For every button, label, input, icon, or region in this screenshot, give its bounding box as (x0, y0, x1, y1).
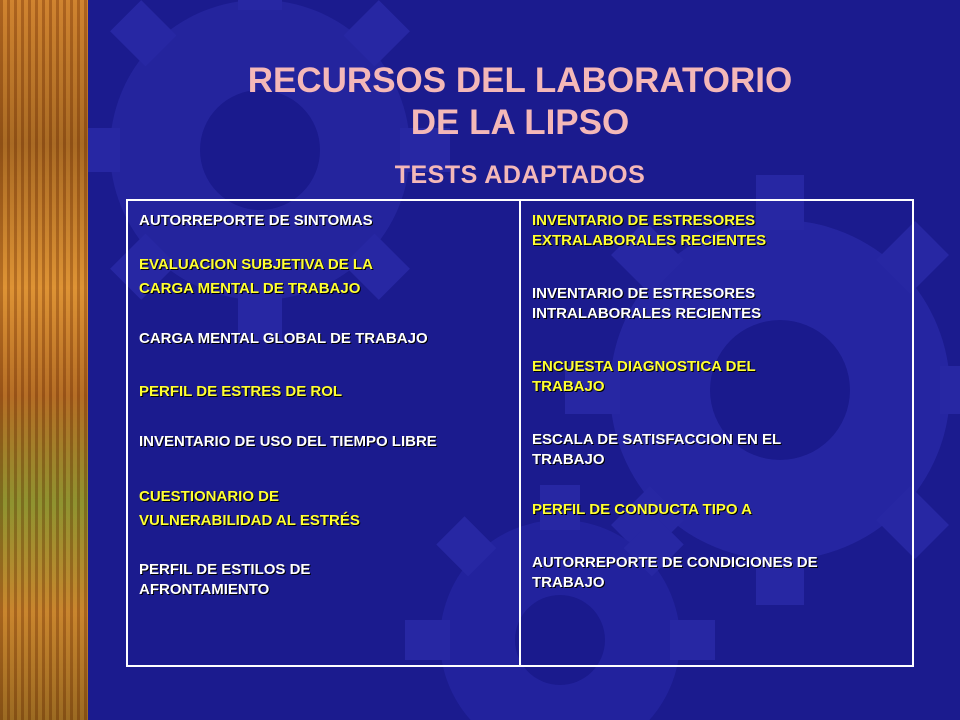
list-item-uso-tiempo-libre: INVENTARIO DE USO DEL TIEMPO LIBRE (139, 433, 437, 450)
right-column (521, 201, 912, 665)
list-item-conducta-tipo-a: PERFIL DE CONDUCTA TIPO A (532, 501, 753, 518)
list-item-estresores-intralaborales: INVENTARIO DE ESTRESORES INTRALABORALES RECIENTES (532, 285, 762, 322)
title-line-1: RECURSOS DEL LABORATORIO (247, 61, 793, 100)
list-item-autorreporte-sintomas: AUTORREPORTE DE SINTOMAS (139, 212, 373, 229)
list-item-estilos-afrontamiento: PERFIL DE ESTILOS DE AFRONTAMIENTO (139, 561, 311, 598)
list-item-estresores-extralaborales: INVENTARIO DE ESTRESORES EXTRALABORALES RECIENTES (532, 212, 767, 249)
left-column (128, 201, 521, 665)
title-line-2: DE LA LIPSO (410, 103, 630, 142)
list-item-perfil-estres-rol: PERFIL DE ESTRES DE ROL (139, 383, 343, 400)
tests-table (126, 199, 914, 667)
list-item-escala-satisfaccion: ESCALA DE SATISFACCION EN EL TRABAJO (532, 431, 782, 468)
slide-title (130, 60, 910, 144)
list-item-evaluacion-carga-mental: EVALUACION SUBJETIVA DE LA CARGA MENTAL DE TRABAJO (139, 256, 373, 297)
list-item-encuesta-diagnostica: ENCUESTA DIAGNOSTICA DEL TRABAJO (532, 358, 756, 395)
left-decorative-stripe (0, 0, 88, 720)
list-item-carga-mental-global: CARGA MENTAL GLOBAL DE TRABAJO (139, 330, 428, 347)
list-item-condiciones-trabajo: AUTORREPORTE DE CONDICIONES DE TRABAJO (532, 554, 818, 591)
list-item-vulnerabilidad-estres: CUESTIONARIO DE VULNERABILIDAD AL ESTRÉS (139, 488, 360, 529)
slide-subtitle: TESTS ADAPTADOS (394, 161, 646, 189)
